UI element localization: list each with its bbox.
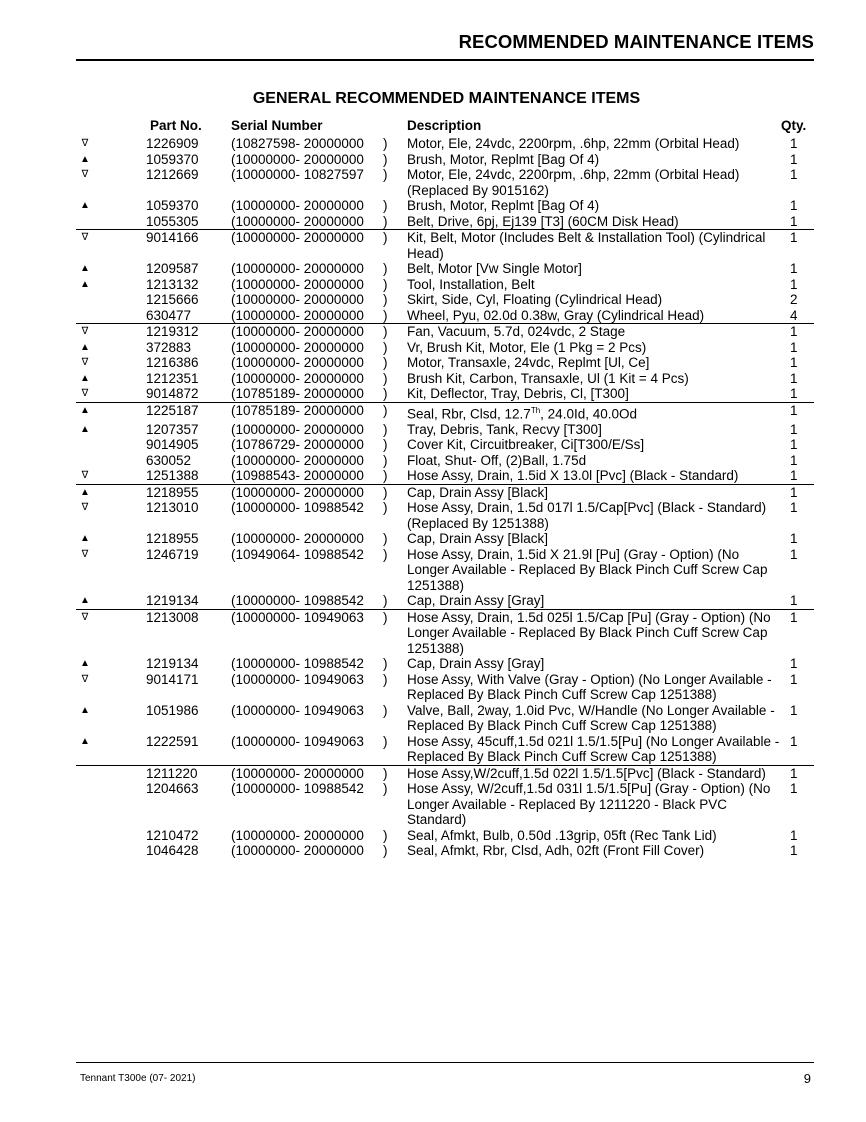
serial-close-paren: ) (383, 355, 388, 370)
table-row-content (0, 324, 814, 340)
serial-close-paren: ) (383, 421, 388, 437)
part-number: 1212351 (146, 370, 199, 386)
serial-number: (10000000- 10988542 (231, 656, 364, 671)
table-row (0, 734, 866, 765)
column-header-description: Description (407, 118, 482, 133)
table-row-content (0, 261, 866, 277)
triangle-up-icon: ▲ (80, 372, 90, 384)
triangle-up-icon: ▲ (80, 595, 90, 606)
table-row (0, 261, 866, 277)
footer-text: Tennant T300e (07- 2021) (80, 1073, 196, 1084)
table-row (0, 371, 866, 387)
table-row (0, 422, 866, 438)
description: Seal, Afmkt, Bulb, 0.50d .13grip, 05ft (Rec Tank Lid) (407, 827, 717, 843)
part-number: 372883 (146, 339, 192, 355)
serial-close-paren: ) (383, 151, 388, 167)
table-row-content (0, 152, 866, 168)
table-row (0, 547, 866, 594)
table-row (0, 214, 866, 230)
description: Cover Kit, Circuitbreaker, Ci[T300/E/Ss] (407, 437, 645, 452)
table-row-content (0, 468, 866, 484)
table-row (0, 340, 866, 356)
table-row (0, 277, 866, 293)
description: Fan, Vacuum, 5.7d, 024vdc, 2 Stage (407, 324, 626, 339)
serial-close-paren: ) (383, 656, 388, 671)
table-row-content (0, 230, 814, 261)
serial-close-paren: ) (383, 370, 388, 386)
table-row-content (0, 485, 814, 501)
table-row (76, 229, 814, 261)
quantity: 1 (790, 702, 798, 718)
triangle-up-icon: ▲ (80, 423, 90, 435)
table-row-content (0, 781, 866, 828)
table-row-content (0, 136, 866, 152)
triangle-down-icon: ∇ (81, 673, 89, 685)
description: Vr, Brush Kit, Motor, Ele (1 Pkg = 2 Pcs) (407, 339, 647, 355)
part-number: 1218955 (146, 484, 199, 500)
description: Hose Assy, 45cuff,1.5d 021l 1.5/1.5[Pu] (No Longer Available - Replaced By Black Pinch Cuff Screw Cap 1251388) (407, 733, 780, 764)
table-row (0, 500, 866, 531)
parts-table (0, 136, 866, 859)
triangle-down-icon: ∇ (81, 326, 89, 337)
serial-close-paren: ) (383, 386, 388, 401)
description: Cap, Drain Assy [Black] (407, 484, 549, 500)
triangle-up-icon: ▲ (80, 486, 90, 498)
table-row (0, 152, 866, 168)
quantity: 1 (790, 671, 798, 687)
part-number: 1251388 (146, 468, 199, 483)
quantity: 1 (790, 421, 798, 437)
triangle-up-icon: ▲ (80, 404, 90, 416)
description: Seal, Afmkt, Rbr, Clsd, Adh, 02ft (Front Fill Cover) (407, 843, 705, 858)
triangle-down-icon: ∇ (81, 502, 89, 513)
part-number: 1055305 (146, 213, 199, 229)
part-number: 1204663 (146, 781, 199, 796)
table-row-content (0, 386, 866, 402)
serial-number: (10000000- 20000000 (231, 370, 364, 386)
part-number: 1219134 (146, 593, 199, 608)
quantity: 1 (790, 167, 798, 182)
quantity: 1 (790, 386, 798, 401)
table-row (0, 355, 866, 371)
triangle-down-icon: ∇ (81, 357, 89, 368)
serial-close-paren: ) (383, 609, 388, 625)
table-row-content (0, 437, 866, 453)
table-row-content (0, 828, 866, 844)
serial-number: (10000000- 20000000 (231, 276, 364, 292)
quantity: 1 (790, 500, 798, 515)
part-number: 1225187 (146, 402, 199, 418)
table-row-content (0, 703, 866, 734)
part-number: 9014905 (146, 437, 199, 452)
part-number: 1207357 (146, 421, 199, 437)
serial-close-paren: ) (383, 500, 388, 515)
table-row (0, 828, 866, 844)
table-row-content (0, 308, 866, 324)
table-row (0, 656, 866, 672)
table-row (76, 323, 814, 340)
quantity: 1 (790, 324, 798, 339)
serial-close-paren: ) (383, 827, 388, 843)
table-row-content (0, 292, 866, 308)
quantity: 2 (790, 292, 798, 307)
description: Cap, Drain Assy [Black] (407, 531, 549, 546)
table-row-content (0, 277, 866, 293)
part-number: 1051986 (146, 702, 199, 718)
description: Kit, Belt, Motor (Includes Belt & Installation Tool) (Cylindrical Head) (407, 230, 766, 261)
column-header-qty: Qty. (781, 118, 807, 133)
table-row-content (0, 766, 814, 782)
part-number: 1211220 (146, 765, 198, 781)
part-number: 1213010 (146, 500, 199, 515)
serial-close-paren: ) (383, 531, 388, 546)
serial-close-paren: ) (383, 468, 388, 483)
description: Kit, Deflector, Tray, Debris, Cl, [T300] (407, 386, 629, 401)
serial-close-paren: ) (383, 593, 388, 608)
quantity: 1 (790, 484, 798, 500)
description: Cap, Drain Assy [Gray] (407, 656, 545, 671)
quantity: 1 (790, 656, 798, 671)
triangle-up-icon: ▲ (80, 658, 90, 669)
description: Motor, Ele, 24vdc, 2200rpm, .6hp, 22mm (Orbital Head) (407, 136, 740, 151)
triangle-up-icon: ▲ (80, 153, 90, 165)
part-number: 630052 (146, 452, 192, 468)
serial-close-paren: ) (383, 339, 388, 355)
quantity: 1 (790, 339, 798, 355)
triangle-down-icon: ∇ (81, 388, 89, 399)
serial-number: (10000000- 20000000 (231, 355, 364, 370)
table-row (0, 136, 866, 152)
table-row (76, 609, 814, 657)
part-number: 630477 (146, 307, 192, 323)
serial-number: (10000000- 20000000 (231, 261, 364, 276)
table-row (0, 308, 866, 324)
part-number: 1046428 (146, 843, 199, 858)
table-row (0, 292, 866, 308)
table-row-content (0, 340, 866, 356)
description: Hose Assy,W/2cuff,1.5d 022l 1.5/1.5[Pvc] (Black - Standard) (407, 765, 766, 781)
serial-close-paren: ) (383, 402, 388, 418)
part-number: 1210472 (146, 827, 199, 843)
quantity: 1 (790, 468, 798, 483)
section-title: GENERAL RECOMMENDED MAINTENANCE ITEMS (252, 90, 641, 107)
triangle-up-icon: ▲ (80, 263, 90, 274)
description: Hose Assy, Drain, 1.5id X 13.0l [Pvc] (Black - Standard) (407, 468, 739, 483)
quantity: 1 (790, 781, 798, 796)
quantity: 1 (790, 546, 798, 562)
table-row (0, 531, 866, 547)
serial-close-paren: ) (383, 702, 388, 718)
triangle-down-icon: ∇ (81, 611, 89, 623)
table-row-content (0, 371, 866, 387)
quantity: 1 (790, 452, 798, 468)
triangle-down-icon: ∇ (81, 470, 89, 481)
quantity: 1 (790, 136, 798, 151)
serial-number: (10000000- 20000000 (231, 484, 364, 500)
quantity: 1 (790, 827, 798, 843)
triangle-up-icon: ▲ (80, 341, 90, 353)
quantity: 1 (790, 355, 798, 370)
table-row-content (0, 453, 866, 469)
header-rule (76, 59, 814, 61)
table-row-content (0, 593, 866, 609)
part-number: 1222591 (146, 733, 199, 749)
serial-close-paren: ) (383, 484, 388, 500)
table-row (0, 672, 866, 703)
serial-number: (10000000- 20000000 (231, 292, 364, 307)
table-row (0, 167, 866, 198)
quantity: 1 (790, 843, 798, 858)
quantity: 1 (790, 198, 798, 213)
description: Brush Kit, Carbon, Transaxle, Ul (1 Kit = 4 Pcs) (407, 370, 689, 386)
part-number: 1226909 (146, 136, 199, 151)
serial-close-paren: ) (383, 781, 388, 796)
footer-rule (76, 1062, 814, 1063)
serial-number: (10000000- 20000000 (231, 307, 364, 323)
triangle-up-icon: ▲ (80, 735, 90, 747)
part-number: 1218955 (146, 531, 199, 546)
serial-number: (10988543- 20000000 (231, 468, 364, 483)
serial-close-paren: ) (383, 292, 388, 307)
description: Cap, Drain Assy [Gray] (407, 593, 545, 608)
description: Belt, Motor [Vw Single Motor] (407, 261, 582, 276)
part-number: 1213008 (146, 609, 199, 625)
serial-close-paren: ) (383, 324, 388, 339)
table-row-content (0, 500, 866, 531)
table-row (0, 781, 866, 828)
serial-number: (10000000- 20000000 (231, 843, 364, 858)
description: Belt, Drive, 6pj, Ej139 [T3] (60CM Disk Head) (407, 213, 679, 229)
table-row-content (0, 843, 866, 859)
serial-number: (10785189- 20000000 (231, 402, 364, 418)
quantity: 1 (790, 437, 798, 452)
description: Wheel, Pyu, 02.0d 0.38w, Gray (Cylindrical Head) (407, 307, 705, 323)
table-row-content (0, 734, 866, 765)
table-row-content (0, 403, 814, 422)
serial-close-paren: ) (383, 843, 388, 858)
table-row (76, 484, 814, 501)
serial-close-paren: ) (383, 198, 388, 213)
serial-number: (10000000- 10949063 (231, 702, 364, 718)
table-row (0, 198, 866, 214)
table-row (0, 453, 866, 469)
serial-number: (10000000- 20000000 (231, 213, 364, 229)
table-row-content (0, 214, 866, 230)
serial-number: (10000000- 10827597 (231, 167, 364, 182)
serial-number: (10786729- 20000000 (231, 437, 364, 452)
table-row (76, 765, 814, 782)
part-number: 1213132 (146, 276, 199, 292)
serial-number: (10000000- 20000000 (231, 452, 364, 468)
description: Brush, Motor, Replmt [Bag Of 4) (407, 198, 600, 213)
part-number: 1219312 (146, 324, 199, 339)
serial-number: (10827598- 20000000 (231, 136, 364, 151)
serial-close-paren: ) (383, 307, 388, 323)
serial-close-paren: ) (383, 136, 388, 151)
table-row (0, 593, 866, 609)
part-number: 1059370 (146, 151, 199, 167)
table-row-content (0, 355, 866, 371)
serial-number: (10000000- 20000000 (231, 230, 364, 245)
description: Valve, Ball, 2way, 1.0id Pvc, W/Handle (No Longer Available - Replaced By Black Pinch Cuff Screw Cap 1251388) (407, 702, 775, 733)
serial-number: (10000000- 10949063 (231, 609, 364, 625)
table-row-content (0, 547, 866, 594)
triangle-down-icon: ∇ (81, 548, 89, 560)
triangle-down-icon: ∇ (81, 232, 89, 243)
triangle-down-icon: ∇ (81, 169, 89, 180)
table-row (0, 386, 866, 402)
table-row (76, 402, 814, 422)
quantity: 1 (790, 765, 798, 781)
table-row (0, 843, 866, 859)
quantity: 1 (790, 733, 798, 749)
serial-number: (10000000- 10949063 (231, 733, 364, 749)
part-number: 1215666 (146, 292, 199, 307)
serial-number: (10000000- 10988542 (231, 593, 364, 608)
description: Hose Assy, With Valve (Gray - Option) (No Longer Available - Replaced By Black Pinch Cuff Screw Cap 1251388) (407, 671, 772, 702)
part-number: 1212669 (146, 167, 199, 182)
table-row (0, 468, 866, 484)
description: Float, Shut- Off, (2)Ball, 1.75d (407, 452, 587, 468)
serial-close-paren: ) (383, 213, 388, 229)
serial-number: (10000000- 10988542 (231, 500, 364, 515)
description: Motor, Transaxle, 24vdc, Replmt [Ul, Ce] (407, 355, 650, 370)
serial-close-paren: ) (383, 167, 388, 182)
serial-number: (10000000- 20000000 (231, 324, 364, 339)
part-number: 1059370 (146, 198, 199, 213)
page-header: RECOMMENDED MAINTENANCE ITEMS (458, 31, 814, 52)
column-header-part-no: Part No. (150, 118, 202, 133)
serial-number: (10949064- 10988542 (231, 546, 364, 562)
description: Brush, Motor, Replmt [Bag Of 4) (407, 151, 600, 167)
description: Skirt, Side, Cyl, Floating (Cylindrical Head) (407, 292, 663, 307)
triangle-up-icon: ▲ (80, 704, 90, 716)
quantity: 1 (790, 531, 798, 546)
part-number: 9014166 (146, 230, 199, 245)
part-number: 9014171 (146, 671, 199, 687)
part-number: 1216386 (146, 355, 199, 370)
table-row-content (0, 610, 814, 657)
quantity: 1 (790, 402, 798, 418)
serial-close-paren: ) (383, 230, 388, 245)
column-header-serial-number: Serial Number (231, 118, 323, 133)
serial-close-paren: ) (383, 261, 388, 276)
serial-close-paren: ) (383, 452, 388, 468)
description: Hose Assy, Drain, 1.5id X 21.9l [Pu] (Gray - Option) (No Longer Available - Replaced By Black Pinch Cuff Screw Cap 1251388) (407, 546, 768, 593)
triangle-up-icon: ▲ (80, 200, 90, 211)
table-row-content (0, 672, 866, 703)
quantity: 1 (790, 609, 798, 625)
triangle-up-icon: ▲ (80, 278, 90, 290)
table-row-content (0, 167, 866, 198)
serial-close-paren: ) (383, 765, 388, 781)
table-row-content (0, 198, 866, 214)
quantity: 4 (790, 307, 798, 323)
triangle-up-icon: ▲ (80, 533, 90, 544)
quantity: 1 (790, 370, 798, 386)
serial-number: (10000000- 20000000 (231, 421, 364, 437)
quantity: 1 (790, 261, 798, 276)
part-number: 1209587 (146, 261, 199, 276)
description: Seal, Rbr, Clsd, 12.7Th, 24.0Id, 40.0Od (407, 405, 637, 421)
serial-number: (10000000- 20000000 (231, 339, 364, 355)
table-row-content (0, 656, 866, 672)
serial-number: (10000000- 20000000 (231, 531, 364, 546)
table-row (0, 437, 866, 453)
triangle-down-icon: ∇ (81, 138, 89, 149)
serial-close-paren: ) (383, 437, 388, 452)
table-row (0, 703, 866, 734)
quantity: 1 (790, 230, 798, 245)
serial-number: (10000000- 10949063 (231, 671, 364, 687)
serial-number: (10000000- 20000000 (231, 827, 364, 843)
part-number: 1246719 (146, 546, 199, 562)
serial-close-paren: ) (383, 546, 388, 562)
serial-close-paren: ) (383, 671, 388, 687)
description: Hose Assy, Drain, 1.5d 025l 1.5/Cap [Pu] (Gray - Option) (No Longer Available - Replaced By Black Pinch Cuff Screw Cap 1251388) (407, 609, 771, 656)
quantity: 1 (790, 151, 798, 167)
part-number: 9014872 (146, 386, 199, 401)
serial-number: (10000000- 20000000 (231, 151, 364, 167)
quantity: 1 (790, 276, 798, 292)
serial-number: (10000000- 10988542 (231, 781, 364, 796)
table-row-content (0, 422, 866, 438)
table-row-content (0, 531, 866, 547)
serial-close-paren: ) (383, 733, 388, 749)
description: Motor, Ele, 24vdc, 2200rpm, .6hp, 22mm (Orbital Head) (Replaced By 9015162) (407, 167, 740, 198)
quantity: 1 (790, 213, 798, 229)
serial-number: (10000000- 20000000 (231, 198, 364, 213)
serial-number: (10000000- 20000000 (231, 765, 364, 781)
quantity: 1 (790, 593, 798, 608)
description: Tool, Installation, Belt (407, 276, 535, 292)
description: Tray, Debris, Tank, Recvy [T300] (407, 421, 602, 437)
serial-close-paren: ) (383, 276, 388, 292)
part-number: 1219134 (146, 656, 199, 671)
page-number: 9 (803, 1071, 811, 1086)
serial-number: (10785189- 20000000 (231, 386, 364, 401)
description: Hose Assy, W/2cuff,1.5d 031l 1.5/1.5[Pu] (Gray - Option) (No Longer Available - Replaced By 1211220 - Black PVC Standard) (407, 781, 771, 827)
description: Hose Assy, Drain, 1.5d 017l 1.5/Cap[Pvc] (Black - Standard) (Replaced By 1251388) (407, 500, 767, 531)
